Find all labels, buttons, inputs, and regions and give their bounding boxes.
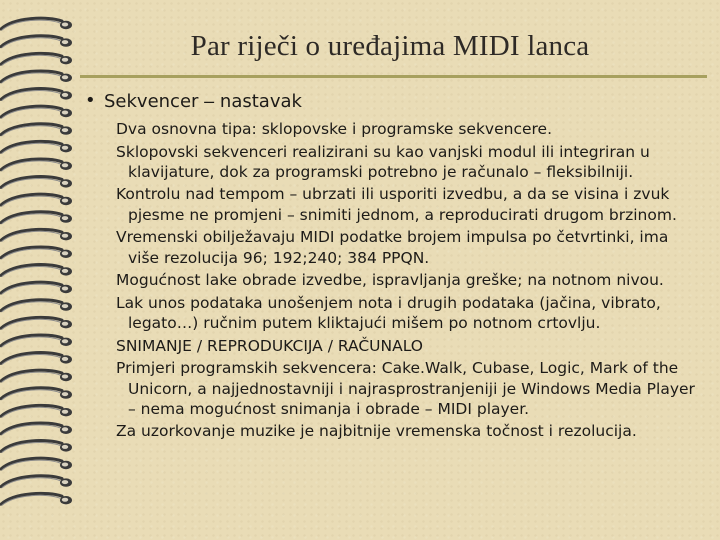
list-item: Dva osnovna tipa: sklopovske i programske sekvencere.	[116, 120, 553, 138]
spiral-loop-icon	[1, 265, 62, 276]
spiral-hole-icon	[62, 480, 68, 484]
spiral-loop-icon	[1, 423, 62, 434]
item-list	[82, 119, 697, 442]
spiral-hole-icon	[62, 23, 68, 27]
spiral-loop-icon	[1, 370, 62, 381]
title-divider	[80, 75, 707, 78]
spiral-loop-icon	[1, 89, 62, 100]
spiral-loop-icon	[1, 458, 62, 469]
spiral-loop-icon	[1, 300, 62, 311]
list-item: Vremenski obilježavaju MIDI podatke brojem impulsa po četvrtinki, ima više rezolucija 96; 192;240; 384 PPQN.	[116, 228, 669, 267]
spiral-loop-icon	[1, 71, 62, 82]
list-item: Za uzorkovanje muzike je najbitnije vremenska točnost i rezolucija.	[116, 422, 637, 441]
spiral-loop-icon	[1, 335, 62, 346]
spiral-loop-icon	[1, 493, 62, 504]
list-item: Lak unos podataka unošenjem nota i drugih podataka (jačina, vibrato, legato…) ručnim putem kliktajući mišem po notnom crtovlju.	[116, 293, 661, 333]
spiral-loop-icon	[1, 476, 62, 487]
spiral-hole-icon	[62, 463, 68, 467]
spiral-hole-icon	[62, 146, 68, 150]
spiral-loop-icon	[1, 212, 62, 223]
spiral-hole-icon	[62, 251, 68, 255]
spiral-hole-icon	[62, 234, 68, 238]
spiral-hole-icon	[62, 322, 68, 326]
list-item: Kontrolu nad tempom – ubrzati ili usporiti izvedbu, a da se visina i zvuk pjesme ne promjeni – snimiti jednom, a reproducirati drugom brzinom.	[116, 185, 677, 224]
list-item: Primjeri programskih sekvencera: Cake.Walk, Cubase, Logic, Mark of the Unicorn, a najjednostavniji i najrasprostranjeniji je Windows Media Player – nema mogućnost snimanja i obrade – MIDI player.	[116, 359, 695, 418]
bullet-subheading: nastavak	[219, 91, 302, 112]
spiral-loop-icon	[1, 282, 62, 293]
bullet-heading-text: Sekvencer	[104, 91, 199, 112]
spiral-hole-icon	[62, 304, 68, 308]
spiral-loop-icon	[1, 441, 62, 452]
spiral-loop-icon	[1, 141, 62, 152]
spiral-loop-icon	[1, 106, 62, 117]
spiral-hole-icon	[62, 498, 68, 502]
spiral-hole-icon	[62, 163, 68, 167]
spiral-hole-icon	[62, 427, 68, 431]
spiral-hole-icon	[62, 40, 68, 44]
spiral-loop-icon	[1, 405, 62, 416]
list-item: Sklopovski sekvenceri realizirani su kao vanjski modul ili integriran u klavijature, dok za programski potrebno je računalo – fleksibilniji.	[116, 142, 650, 181]
spiral-hole-icon	[62, 75, 68, 79]
spiral-loop-icon	[1, 194, 62, 205]
spiral-hole-icon	[62, 445, 68, 449]
spiral-loop-icon	[1, 353, 62, 364]
spiral-binding-icon	[0, 0, 82, 540]
spiral-hole-icon	[62, 357, 68, 361]
slide-title: Par riječi o uređajima MIDI lanca	[190, 30, 590, 62]
spiral-loop-icon	[1, 124, 62, 135]
spiral-hole-icon	[62, 339, 68, 343]
spiral-hole-icon	[62, 216, 68, 220]
spiral-hole-icon	[62, 181, 68, 185]
spiral-hole-icon	[62, 287, 68, 291]
spiral-loop-icon	[1, 317, 62, 328]
spiral-hole-icon	[62, 58, 68, 62]
spiral-loop-icon	[1, 388, 62, 399]
spiral-loop-icon	[1, 18, 62, 29]
spiral-hole-icon	[62, 269, 68, 273]
spiral-hole-icon	[62, 392, 68, 396]
spiral-hole-icon	[62, 375, 68, 379]
bullet-heading	[82, 90, 697, 113]
spiral-hole-icon	[62, 410, 68, 414]
slide-content	[82, 90, 697, 444]
bullet-marker: •	[85, 90, 96, 111]
spiral-hole-icon	[62, 128, 68, 132]
spiral-loop-icon	[1, 229, 62, 240]
spiral-loop-icon	[1, 159, 62, 170]
spiral-loop-icon	[1, 36, 62, 47]
list-item: Mogućnost lake obrade izvedbe, ispravljanja greške; na notnom nivou.	[116, 271, 664, 290]
spiral-loop-icon	[1, 247, 62, 258]
spiral-hole-icon	[62, 93, 68, 97]
spiral-hole-icon	[62, 199, 68, 203]
list-item: SNIMANJE / REPRODUKCIJA / RAČUNALO	[116, 336, 423, 355]
spiral-loop-icon	[1, 177, 62, 188]
spiral-hole-icon	[62, 111, 68, 115]
bullet-dash: –	[204, 91, 215, 111]
spiral-loop-icon	[1, 53, 62, 64]
